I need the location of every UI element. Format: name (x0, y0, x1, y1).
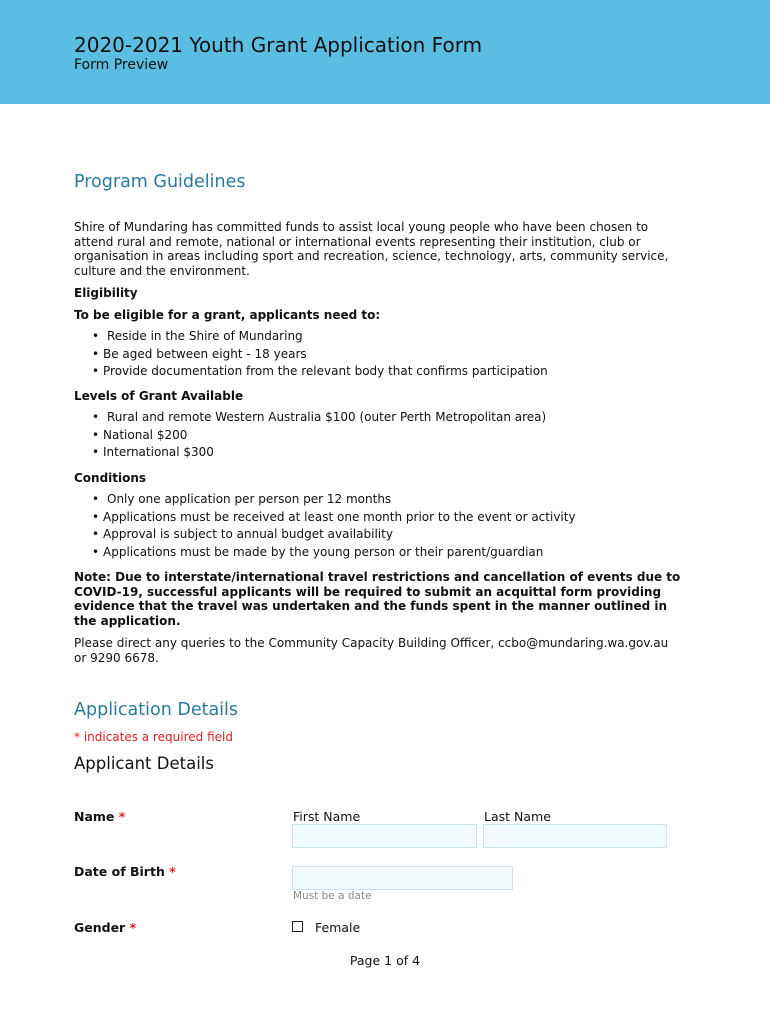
eligibility-subheading: To be eligible for a grant, applicants need to: (74, 308, 381, 322)
date-of-birth-hint: Must be a date (293, 890, 372, 902)
required-field-note: * indicates a required field (74, 730, 233, 744)
first-name-input[interactable] (292, 824, 477, 848)
list-item: • Only one application per person per 12 months (92, 491, 576, 509)
application-details-heading: Application Details (74, 700, 239, 720)
eligibility-heading: Eligibility (74, 286, 138, 300)
required-star: * (118, 809, 126, 824)
gender-label (74, 920, 136, 935)
last-name-label: Last Name (484, 809, 551, 824)
list-item: • Applications must be made by the young person or their parent/guardian (92, 544, 576, 562)
eligibility-list (92, 328, 548, 381)
grant-levels-list (92, 409, 546, 462)
guidelines-intro: Shire of Mundaring has committed funds to assist local young people who have been chosen to attend rural and remote, national or international events representing their institution, club or organisation in areas including sport and recreation, science, technology, arts, community service, culture and the environment. (74, 220, 669, 278)
gender-option-female-label: Female (315, 920, 361, 935)
date-of-birth-label (74, 864, 176, 879)
last-name-input[interactable] (483, 824, 667, 848)
list-item: • Provide documentation from the relevant body that confirms participation (92, 363, 548, 381)
list-item: • International $300 (92, 444, 546, 462)
queries-text: Please direct any queries to the Community Capacity Building Officer, ccbo@mundaring.wa.gov.au or 9290 6678. (74, 636, 669, 665)
program-guidelines-heading: Program Guidelines (74, 172, 246, 192)
gender-label-text: Gender (74, 920, 126, 935)
name-label-text: Name (74, 809, 115, 824)
form-title: 2020-2021 Youth Grant Application Form (74, 33, 483, 57)
checkbox-icon[interactable] (292, 921, 303, 932)
applicant-details-heading: Applicant Details (74, 754, 214, 773)
form-subtitle: Form Preview (74, 57, 169, 73)
required-star: * (129, 920, 137, 935)
grant-levels-heading: Levels of Grant Available (74, 389, 244, 403)
conditions-list (92, 491, 576, 561)
list-item: • Approval is subject to annual budget availability (92, 526, 576, 544)
list-item: • Be aged between eight - 18 years (92, 346, 548, 364)
page-number: Page 1 of 4 (349, 953, 421, 968)
date-of-birth-label-text: Date of Birth (74, 864, 165, 879)
name-label (74, 809, 125, 824)
page-header (0, 0, 770, 104)
list-item: • Rural and remote Western Australia $100 (outer Perth Metropolitan area) (92, 409, 546, 427)
list-item: • Reside in the Shire of Mundaring (92, 328, 548, 346)
conditions-heading: Conditions (74, 471, 147, 485)
list-item: • National $200 (92, 427, 546, 445)
required-star: * (169, 864, 176, 879)
first-name-label: First Name (293, 809, 361, 824)
list-item: • Applications must be received at least one month prior to the event or activity (92, 509, 576, 527)
covid-note: Note: Due to interstate/international travel restrictions and cancellation of events due to COVID-19, successful applicants will be required to submit an acquittal form providing evidence that the travel was undertaken and the funds spent in the manner outlined in the application. (74, 570, 681, 628)
gender-option-female[interactable] (292, 920, 360, 935)
date-of-birth-input[interactable] (292, 866, 513, 890)
